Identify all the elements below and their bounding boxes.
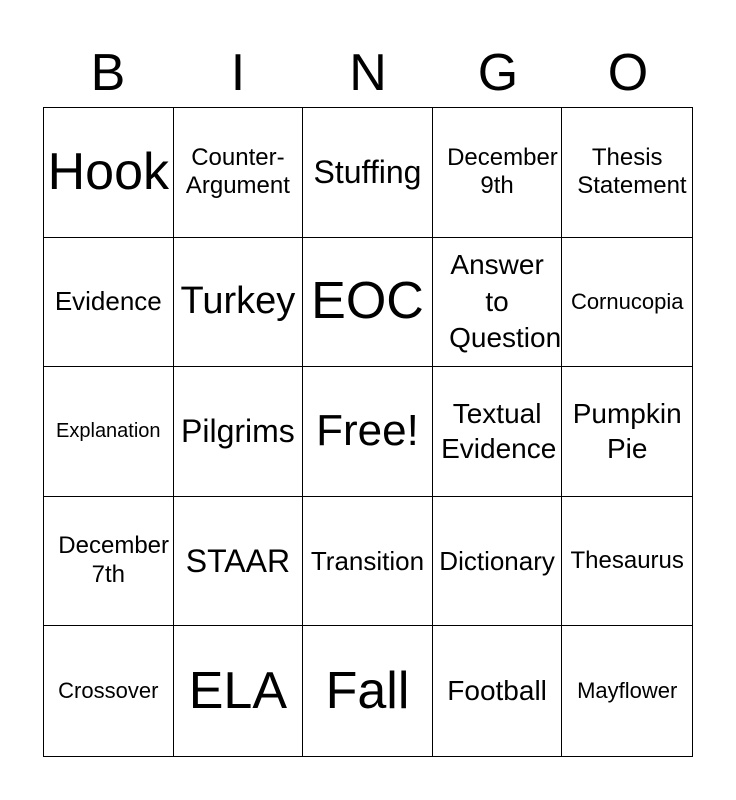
header-letter-o: O bbox=[607, 44, 649, 102]
cell-label: Explanation bbox=[56, 420, 161, 443]
bingo-board bbox=[43, 107, 693, 757]
bingo-cell[interactable] bbox=[44, 497, 174, 627]
cell-label: Answer to Question bbox=[449, 249, 562, 354]
bingo-cell[interactable] bbox=[303, 238, 433, 368]
bingo-cell[interactable] bbox=[562, 238, 692, 368]
bingo-cell[interactable] bbox=[303, 108, 433, 238]
cell-label: STAAR bbox=[185, 542, 291, 579]
cell-label: Cornucopia bbox=[570, 288, 684, 314]
cell-label: Thesis Statement bbox=[577, 143, 687, 200]
bingo-cell[interactable] bbox=[174, 367, 304, 497]
bingo-cell[interactable] bbox=[174, 238, 304, 368]
bingo-cell[interactable] bbox=[562, 367, 692, 497]
cell-label: Crossover bbox=[58, 678, 159, 703]
bingo-cell[interactable] bbox=[562, 626, 692, 756]
cell-label: Pilgrims bbox=[181, 413, 295, 450]
cell-label: Free! bbox=[316, 406, 419, 456]
cell-label: Thesaurus bbox=[570, 546, 684, 574]
cell-label: Evidence bbox=[54, 286, 162, 317]
cell-label: Mayflower bbox=[577, 678, 678, 703]
bingo-cell[interactable] bbox=[174, 497, 304, 627]
cell-label: December 9th bbox=[447, 143, 558, 200]
cell-label: EOC bbox=[311, 272, 424, 331]
bingo-cell[interactable] bbox=[433, 238, 563, 368]
bingo-cell[interactable] bbox=[562, 108, 692, 238]
cell-label: Textual Evidence bbox=[441, 398, 557, 465]
bingo-cell[interactable] bbox=[433, 626, 563, 756]
bingo-cell[interactable] bbox=[44, 367, 174, 497]
cell-label: December 7th bbox=[58, 532, 170, 589]
cell-label: Transition bbox=[310, 545, 425, 576]
bingo-cell[interactable] bbox=[44, 108, 174, 238]
header-letter-n: N bbox=[349, 44, 387, 102]
bingo-cell[interactable] bbox=[433, 497, 563, 627]
cell-label: Fall bbox=[325, 661, 410, 720]
bingo-cell[interactable] bbox=[44, 626, 174, 756]
cell-label: Turkey bbox=[180, 280, 296, 323]
bingo-cell[interactable] bbox=[44, 238, 174, 368]
cell-label: ELA bbox=[188, 661, 288, 720]
cell-label: Stuffing bbox=[313, 154, 422, 191]
bingo-cell[interactable] bbox=[174, 626, 304, 756]
bingo-cell[interactable] bbox=[562, 497, 692, 627]
cell-label: Counter-Argument bbox=[185, 143, 290, 200]
bingo-cell[interactable] bbox=[303, 367, 433, 497]
bingo-cell[interactable] bbox=[303, 497, 433, 627]
header-letter-b: B bbox=[90, 44, 126, 102]
bingo-cell[interactable] bbox=[433, 367, 563, 497]
cell-label: Hook bbox=[47, 142, 169, 201]
header-letter-i: I bbox=[230, 44, 246, 102]
cell-label: Football bbox=[447, 675, 547, 707]
bingo-header bbox=[43, 40, 693, 106]
bingo-cell[interactable] bbox=[174, 108, 304, 238]
header-letter-g: G bbox=[477, 44, 519, 102]
bingo-cell[interactable] bbox=[303, 626, 433, 756]
cell-label: Pumpkin Pie bbox=[572, 398, 682, 465]
cell-label: Dictionary bbox=[439, 545, 555, 576]
bingo-cell[interactable] bbox=[433, 108, 563, 238]
